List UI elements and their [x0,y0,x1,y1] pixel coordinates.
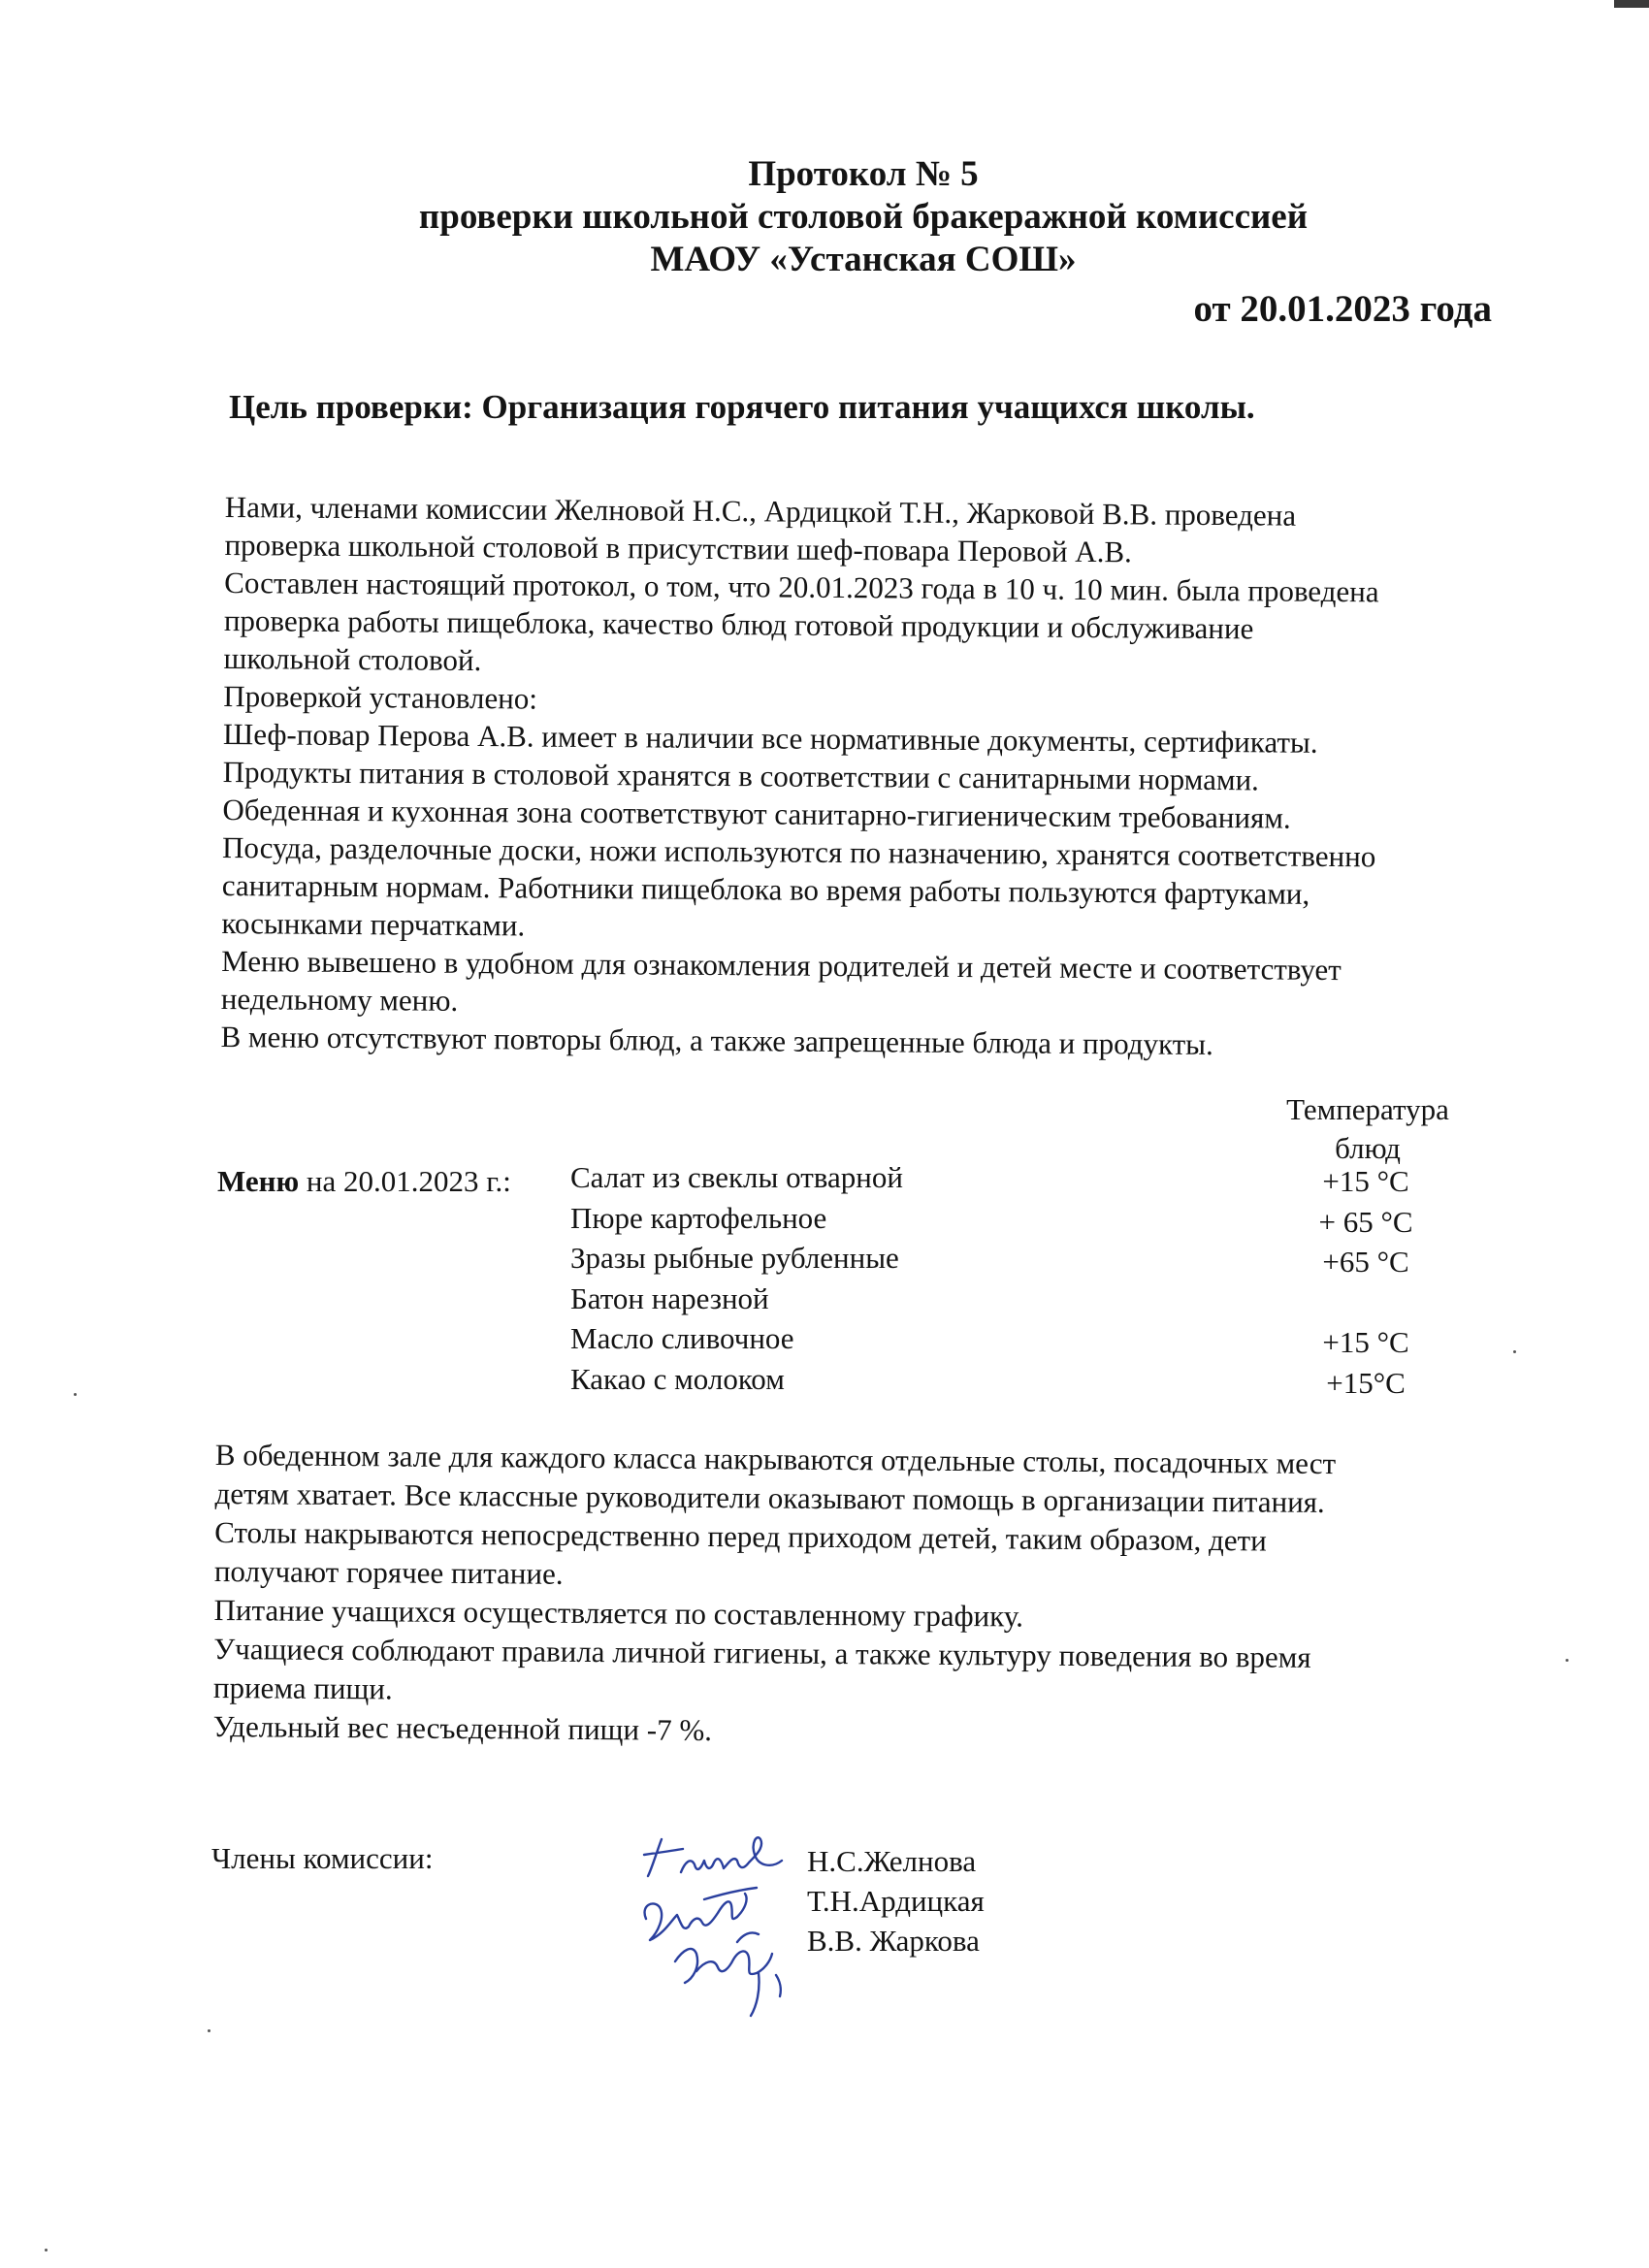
body-line: Составлен настоящий протокол, о том, что 20.01.2023 года в 10 ч. 10 мин. была проведена [224,565,1379,609]
body-line: Проверкой установлено: [223,678,538,716]
document-header [0,153,1649,281]
menu-table [570,1160,1424,1402]
body-line: Меню вывешено в удобном для ознакомления родителей и детей месте и соответствует [221,943,1342,988]
temperature-column-header [1261,1090,1474,1168]
menu-row [570,1321,1424,1362]
dish-name: Пюре картофельное [570,1200,827,1235]
dish-temperature: +15°С [1326,1365,1406,1400]
closing-line: В обеденном зале для каждого класса накрываются отдельные столы, посадочных мест [214,1437,1337,1481]
menu-row [570,1241,1424,1281]
body-line: Посуда, разделочные доски, ножи используются по назначению, хранятся соответственно [221,829,1376,874]
protocol-date: от 20.01.2023 года [1193,288,1492,330]
scan-speck [208,2029,210,2032]
organization-name: МАОУ «Устанская СОШ» [650,240,1077,279]
menu-row [570,1160,1424,1201]
signer-name: В.В. Жаркова [807,1924,980,1958]
closing-line: получают горячее питание. [213,1553,564,1591]
menu-label-date: на 20.01.2023 г.: [299,1164,511,1198]
dish-temperature: +15 °С [1322,1164,1409,1198]
menu-label [217,1164,511,1199]
dish-name: Салат из свеклы отварной [570,1160,903,1194]
signer-name: Т.Н.Ардицкая [807,1884,985,1918]
protocol-subtitle: проверки школьной столовой бракеражной комиссией [418,197,1309,237]
menu-row [570,1201,1424,1242]
body-line: проверка школьной столовой в присутствии шеф-повара Перовой А.В. [224,527,1132,569]
body-line: Продукты питания в столовой хранятся в соответствии с санитарными нормами. [222,754,1260,797]
commission-member-names [807,1841,985,1960]
protocol-title: Протокол № 5 [748,154,979,194]
body-line: В меню отсутствуют повторы блюд, а также запрещенные блюда и продукты. [220,1019,1213,1062]
body-line: санитарным нормам. Работники пищеблока во время работы пользуются фартуками, [221,867,1310,911]
body-line: Обеденная и кухонная зона соответствуют санитарно-гигиеническим требованиям. [222,792,1291,835]
handwritten-signatures [636,1826,811,2020]
dish-temperature: +15 °С [1322,1325,1409,1359]
closing-line: Удельный вес несъеденной пищи -7 %. [212,1708,713,1748]
body-line: Шеф-повар Перова А.В. имеет в наличии все нормативные документы, сертификаты. [222,716,1318,760]
temperature-header-line: Температура [1286,1092,1449,1126]
body-line: Нами, членами комиссии Желновой Н.С., Ардицкой Т.Н., Жарковой В.В. проведена [224,489,1297,533]
scan-speck [74,1393,77,1396]
signer-name: Н.С.Желнова [807,1844,977,1878]
dish-name: Зразы рыбные рубленные [570,1241,899,1275]
closing-line: детям хватает. Все классные руководители оказывают помощь в организации питания. [214,1475,1325,1519]
closing-line: Учащиеся соблюдают правила личной гигиены, а также культуру поведения во время [213,1631,1311,1674]
body-line: недельному меню. [220,981,459,1018]
dish-name: Батон нарезной [570,1280,769,1315]
dish-name: Какао с молоком [570,1361,785,1396]
menu-label-bold: Меню [217,1164,300,1198]
closing-line: Питание учащихся осуществляется по составленному графику. [213,1592,1024,1634]
scan-corner-mark [1614,0,1649,8]
body-line: проверка работы пищеблока, качество блюд готовой продукции и обслуживание [223,602,1254,646]
dish-name: Масло сливочное [570,1321,794,1355]
body-line: школьной столовой. [223,640,482,678]
body-line: косынками перчатками. [221,905,526,943]
scan-speck [45,2249,48,2252]
closing-remarks [212,1436,1336,1755]
dish-temperature: +65 °С [1322,1245,1409,1279]
scan-speck [1513,1350,1516,1353]
menu-row [570,1281,1424,1322]
commission-members-label: Члены комиссии: [211,1841,434,1875]
closing-line: приема пищи. [212,1669,393,1706]
menu-row [570,1362,1424,1403]
temperature-header-line: блюд [1335,1131,1401,1165]
inspection-purpose: Цель проверки: Организация горячего питания учащихся школы. [229,388,1255,426]
closing-line: Столы накрываются непосредственно перед приходом детей, таким образом, дети [214,1514,1267,1558]
inspection-findings [220,488,1379,1064]
scan-speck [1566,1659,1568,1662]
dish-temperature: + 65 °С [1318,1204,1413,1239]
